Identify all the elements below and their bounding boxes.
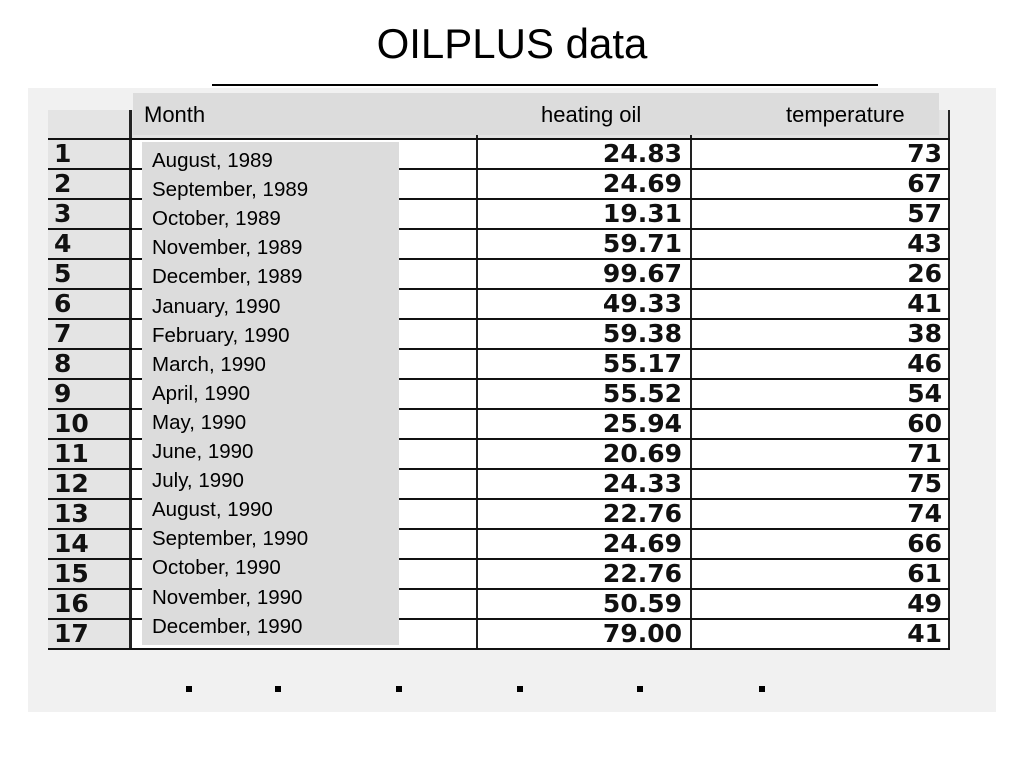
heating-oil-cell: 59.38 — [478, 320, 692, 348]
temperature-cell: 73 — [692, 140, 950, 168]
temperature-cell: 49 — [692, 590, 950, 618]
heating-oil-cell: 22.76 — [478, 560, 692, 588]
temperature-cell: 60 — [692, 410, 950, 438]
temperature-cell: 41 — [692, 290, 950, 318]
row-number: 13 — [48, 500, 132, 528]
row-number: 8 — [48, 350, 132, 378]
title-underline — [212, 84, 878, 86]
heating-oil-cell: 24.69 — [478, 530, 692, 558]
temperature-cell: 57 — [692, 200, 950, 228]
dot — [517, 686, 523, 692]
month-label: October, 1990 — [152, 556, 281, 580]
header-month: Month — [144, 102, 206, 127]
heating-oil-cell: 55.17 — [478, 350, 692, 378]
month-label: July, 1990 — [152, 469, 244, 493]
row-number: 15 — [48, 560, 132, 588]
heating-oil-cell: 22.76 — [478, 500, 692, 528]
month-label: September, 1990 — [152, 527, 309, 551]
row-number: 17 — [48, 620, 132, 648]
dot — [186, 686, 192, 692]
row-number: 2 — [48, 170, 132, 198]
row-number: 16 — [48, 590, 132, 618]
row-number: 11 — [48, 440, 132, 468]
header-heating-oil: heating oil — [541, 102, 642, 127]
heating-oil-cell: 24.69 — [478, 170, 692, 198]
temperature-cell: 26 — [692, 260, 950, 288]
ellipsis-dots — [0, 686, 1024, 694]
month-label: February, 1990 — [152, 323, 290, 347]
heating-oil-cell: 19.31 — [478, 200, 692, 228]
dot — [759, 686, 765, 692]
heating-oil-cell: 24.33 — [478, 470, 692, 498]
temperature-cell: 38 — [692, 320, 950, 348]
dot — [637, 686, 643, 692]
month-label: October, 1989 — [152, 207, 281, 231]
temperature-cell: 41 — [692, 620, 950, 648]
month-label: April, 1990 — [152, 381, 251, 405]
heating-oil-cell: 49.33 — [478, 290, 692, 318]
month-label: November, 1990 — [152, 585, 303, 609]
heating-oil-cell: 20.69 — [478, 440, 692, 468]
row-number: 14 — [48, 530, 132, 558]
month-label: June, 1990 — [152, 440, 254, 463]
month-label: September, 1989 — [152, 178, 309, 202]
temperature-cell: 46 — [692, 350, 950, 378]
temperature-cell: 67 — [692, 170, 950, 198]
month-label: January, 1990 — [152, 294, 281, 318]
month-label: August, 1990 — [152, 498, 273, 522]
month-label: March, 1990 — [152, 352, 266, 376]
slide-title: OILPLUS data — [376, 20, 648, 67]
month-label: December, 1989 — [152, 265, 303, 289]
temperature-cell: 54 — [692, 380, 950, 408]
row-number: 3 — [48, 200, 132, 228]
dot — [275, 686, 281, 692]
row-number: 9 — [48, 380, 132, 408]
heating-oil-cell: 25.94 — [478, 410, 692, 438]
row-number: 5 — [48, 260, 132, 288]
dot — [396, 686, 402, 692]
temperature-cell: 61 — [692, 560, 950, 588]
temperature-cell: 43 — [692, 230, 950, 258]
temperature-cell: 75 — [692, 470, 950, 498]
heating-oil-cell: 55.52 — [478, 380, 692, 408]
table-header — [133, 93, 939, 135]
month-label: August, 1989 — [152, 149, 273, 172]
row-number-header — [48, 110, 132, 138]
row-number: 1 — [48, 140, 132, 168]
month-label: May, 1990 — [152, 410, 247, 434]
temperature-cell: 66 — [692, 530, 950, 558]
row-number: 6 — [48, 290, 132, 318]
heating-oil-cell: 79.00 — [478, 620, 692, 648]
row-number: 7 — [48, 320, 132, 348]
header-temperature: temperature — [786, 102, 905, 127]
heating-oil-cell: 24.83 — [478, 140, 692, 168]
month-label: December, 1990 — [152, 614, 303, 638]
heating-oil-cell: 59.71 — [478, 230, 692, 258]
month-list — [142, 142, 399, 645]
month-label: November, 1989 — [152, 236, 303, 260]
row-number: 10 — [48, 410, 132, 438]
temperature-cell: 71 — [692, 440, 950, 468]
heating-oil-cell: 50.59 — [478, 590, 692, 618]
temperature-cell: 74 — [692, 500, 950, 528]
row-number: 4 — [48, 230, 132, 258]
heating-oil-cell: 99.67 — [478, 260, 692, 288]
row-number: 12 — [48, 470, 132, 498]
